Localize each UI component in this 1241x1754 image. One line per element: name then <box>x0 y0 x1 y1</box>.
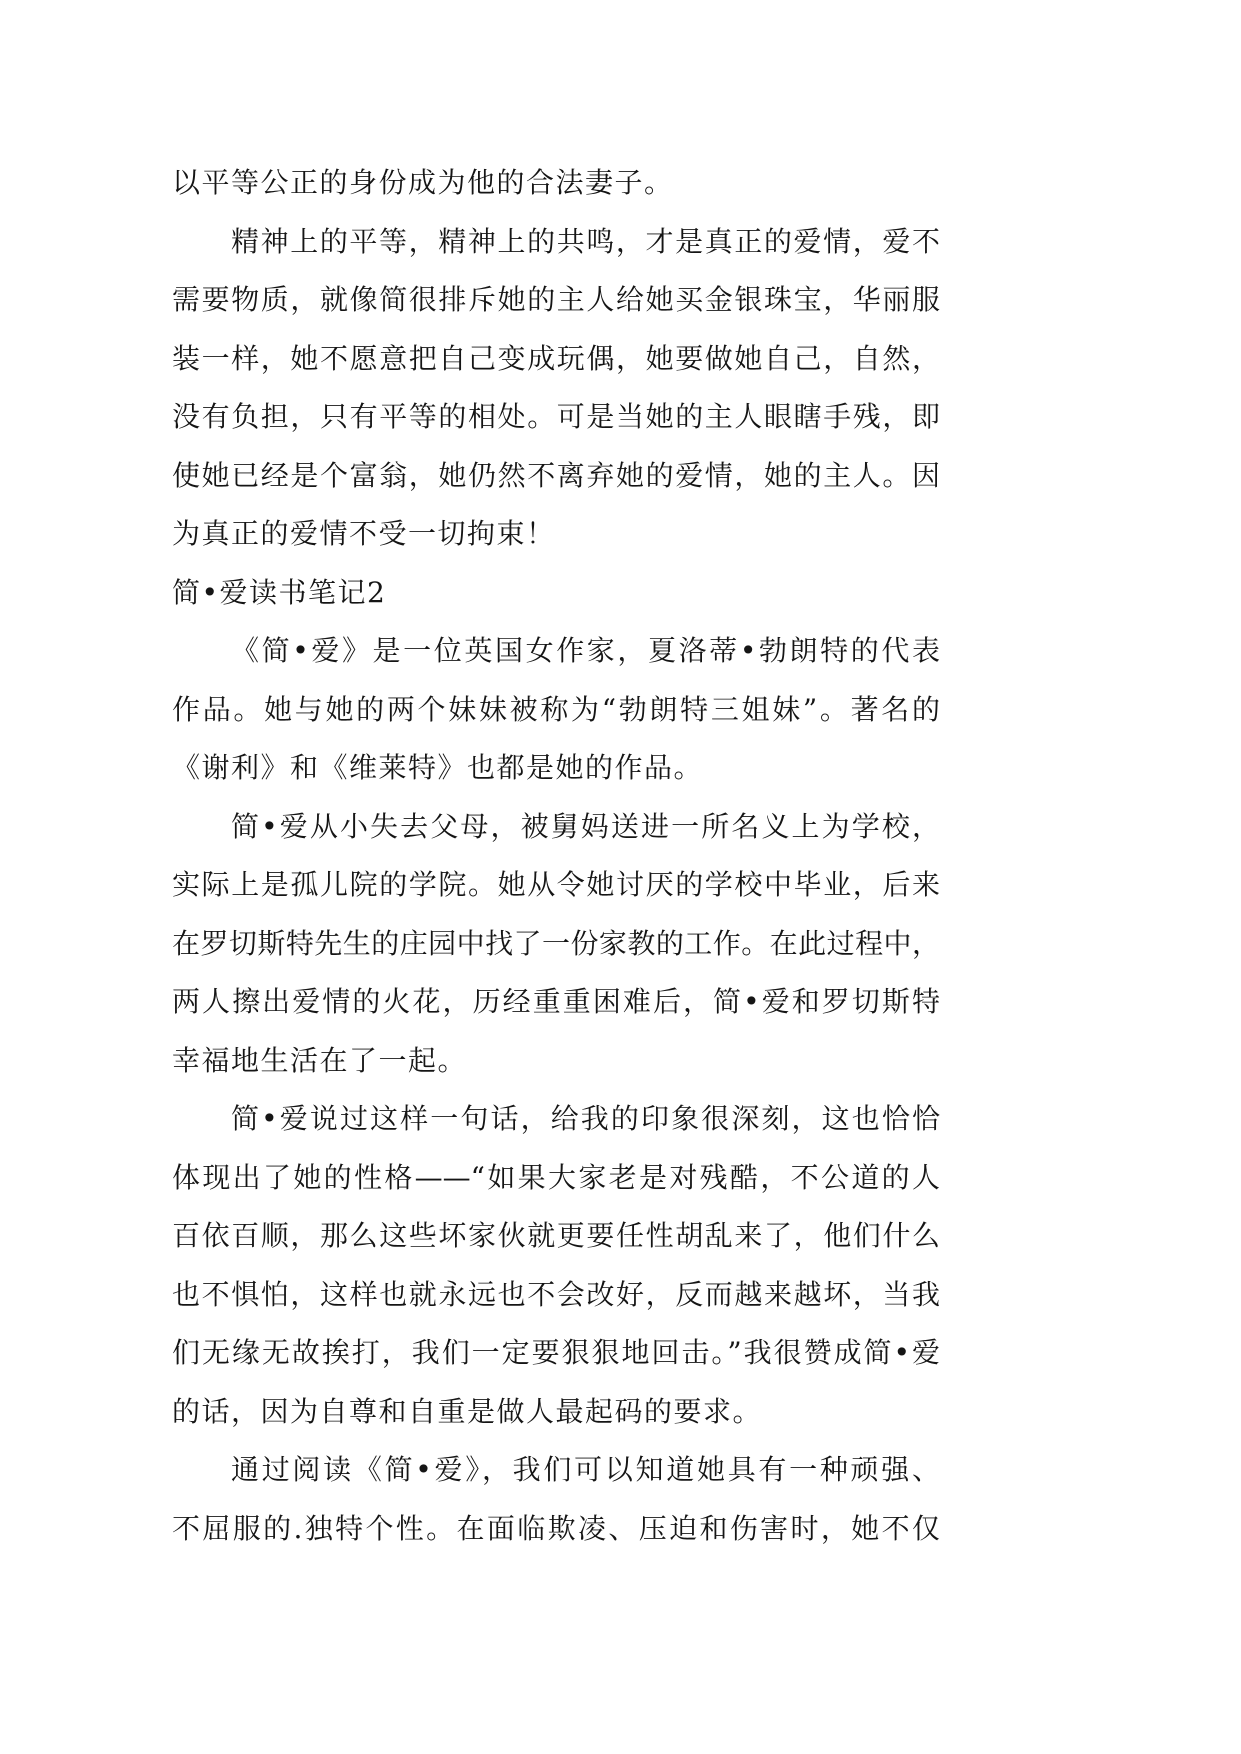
text-line: 的话，因为自尊和自重是做人最起码的要求。 <box>172 1394 763 1428</box>
text-line: 们无缘无故挨打，我们一定要狠狠地回击。”我很赞成简•爱 <box>172 1336 940 1369</box>
paragraph <box>172 1441 940 1558</box>
text-line: 《简•爱》是一位英国女作家，夏洛蒂•勃朗特的代表 <box>231 634 940 667</box>
text-line: 体现出了她的性格——“如果大家老是对残酷，不公道的人 <box>172 1160 940 1194</box>
text-line: 也不惧怕，这样也就永远也不会改好，反而越来越坏，当我 <box>172 1277 940 1311</box>
document-page <box>172 154 940 1558</box>
text-line: 通过阅读《简•爱》，我们可以知道她具有一种顽强、 <box>231 1453 940 1486</box>
text-line: 使她已经是个富翁，她仍然不离弃她的爱情，她的主人。因 <box>172 458 940 492</box>
paragraph <box>172 798 940 1091</box>
text-line: 装一样，她不愿意把自己变成玩偶，她要做她自己，自然， <box>172 341 940 375</box>
text-line: 百依百顺，那么这些坏家伙就更要任性胡乱来了，他们什么 <box>172 1219 940 1252</box>
text-line: 简•爱说过这样一句话，给我的印象很深刻，这也恰恰 <box>231 1102 940 1135</box>
paragraph <box>172 213 940 564</box>
text-line: 没有负担，只有平等的相处。可是当她的主人眼瞎手残，即 <box>172 400 940 433</box>
text-line: 为真正的爱情不受一切拘束！ <box>172 517 556 550</box>
text-line: 《谢利》和《维莱特》也都是她的作品。 <box>172 751 704 784</box>
text-line: 简•爱从小失去父母，被舅妈送进一所名义上为学校， <box>231 809 940 843</box>
text-line: 实际上是孤儿院的学院。她从令她讨厌的学校中毕业，后来 <box>172 868 940 901</box>
paragraph <box>172 1090 940 1441</box>
text-line: 以平等公正的身份成为他的合法妻子。 <box>172 166 674 199</box>
text-line: 需要物质，就像简很排斥她的主人给她买金银珠宝，华丽服 <box>172 283 940 316</box>
text-line: 幸福地生活在了一起。 <box>172 1043 468 1077</box>
section-heading: 简•爱读书笔记2 <box>172 575 387 609</box>
paragraph <box>172 154 940 213</box>
paragraph <box>172 622 940 798</box>
text-line: 两人擦出爱情的火花，历经重重困难后，简•爱和罗切斯特 <box>172 985 940 1018</box>
text-line: 作品。她与她的两个妹妹被称为“勃朗特三姐妹”。著名的 <box>172 692 940 726</box>
text-line: 精神上的平等，精神上的共鸣，才是真正的爱情，爱不 <box>231 224 940 258</box>
text-line: 在罗切斯特先生的庄园中找了一份家教的工作。在此过程中， <box>172 926 940 960</box>
text-line: 不屈服的.独特个性。在面临欺凌、压迫和伤害时，她不仅 <box>172 1511 940 1545</box>
